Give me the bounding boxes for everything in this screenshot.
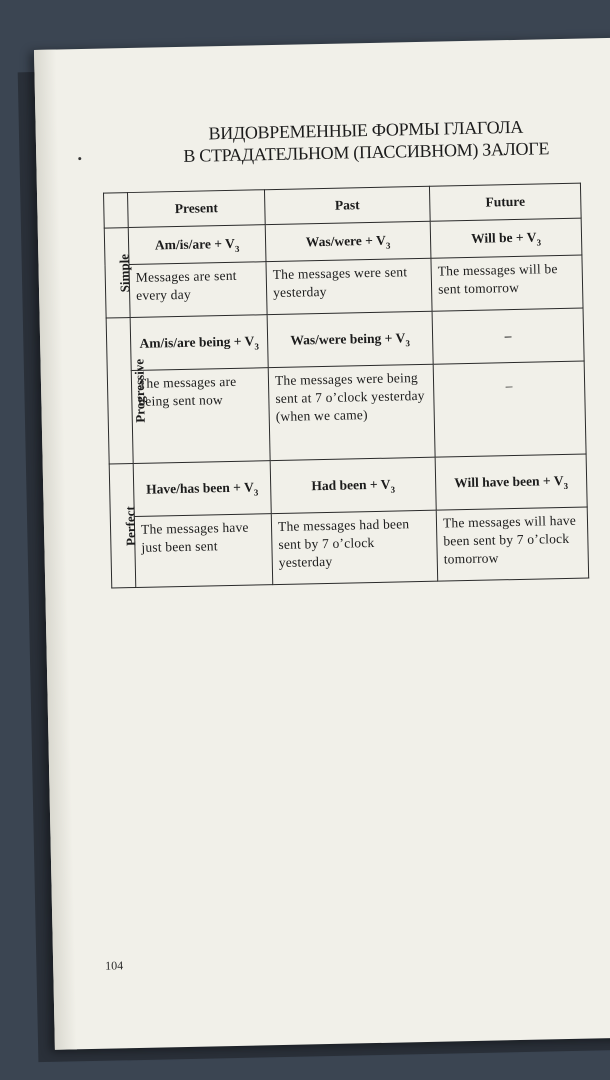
formula-cell: Will be + $V_3$ bbox=[430, 218, 582, 258]
formula-cell: Had been + $V_3$ bbox=[270, 457, 436, 513]
print-dot bbox=[78, 157, 81, 160]
table-row bbox=[110, 507, 588, 588]
example-cell: The messages were being sent at 7 o’clock yesterday (when we came) bbox=[268, 364, 435, 460]
formula-cell: Am/is/are being + $V_3$ bbox=[130, 315, 268, 371]
formula-cell: Have/has been + $V_3$ bbox=[133, 461, 271, 517]
title-line-2: В СТРАДАТЕЛЬНОМ (ПАССИВНОМ) ЗАЛОГЕ bbox=[183, 138, 550, 166]
table-row bbox=[107, 361, 586, 464]
formula-cell: $Am/is/are + V_3$ bbox=[128, 225, 266, 265]
page-title bbox=[136, 114, 597, 168]
row-label-text: Simple bbox=[116, 253, 133, 292]
example-cell: The messages were sent yesterday bbox=[266, 258, 432, 314]
example-cell: The messages are being sent now bbox=[131, 368, 270, 464]
row-label-text: Progressive bbox=[131, 358, 148, 423]
example-cell: The messages have just been sent bbox=[134, 514, 272, 588]
book-page bbox=[34, 38, 610, 1050]
example-cell: Messages are sent every day bbox=[129, 262, 267, 318]
formula-cell: – bbox=[432, 308, 584, 364]
formula-cell: Was/were being + $V_3$ bbox=[267, 311, 433, 367]
row-label-perfect bbox=[109, 464, 139, 588]
example-cell: The messages had been sent by 7 o’clock yesterday bbox=[271, 510, 437, 584]
title-line-1: ВИДОВРЕМЕННЫЕ ФОРМЫ ГЛАГОЛА bbox=[208, 116, 524, 144]
row-label-simple bbox=[104, 228, 133, 318]
formula-cell: Was/were + $V_3$ bbox=[265, 221, 431, 261]
formula-cell: Will have been + $V_3$ bbox=[435, 454, 587, 510]
column-header-present: Present bbox=[128, 190, 266, 228]
example-cell: The messages will have been sent by 7 o’clock tomorrow bbox=[436, 507, 588, 581]
example-cell: – bbox=[433, 361, 586, 457]
passive-tenses-table bbox=[103, 183, 589, 589]
row-label-progressive bbox=[106, 318, 148, 464]
column-header-future: Future bbox=[429, 183, 581, 221]
corner-cell bbox=[104, 193, 129, 228]
row-label-text: Perfect bbox=[122, 505, 139, 546]
example-cell: The messages will be sent tomorrow bbox=[431, 255, 583, 311]
page-number: 104 bbox=[105, 958, 124, 973]
column-header-past: Past bbox=[264, 186, 430, 224]
